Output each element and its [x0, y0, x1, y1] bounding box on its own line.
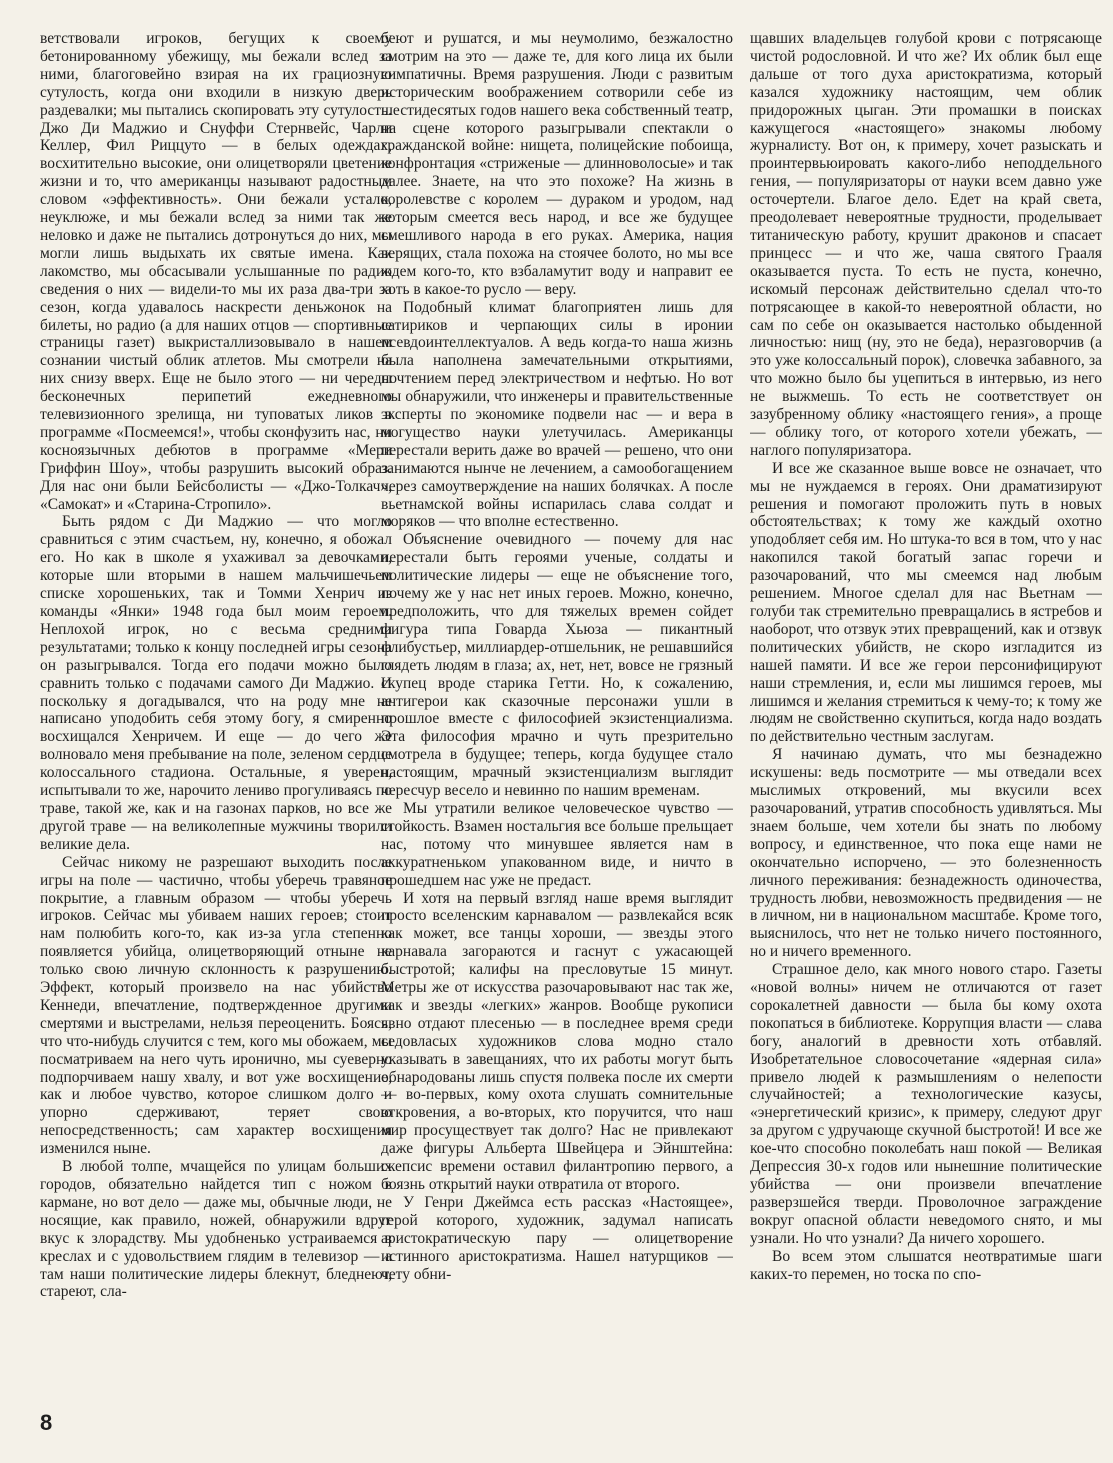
paragraph: щавших владельцев голубой крови с потрясающе чистой родословной. И что же? Их облик был еще дальше от того духа аристократизма, который казался художнику настоящим, чем облик придорожных цыган. Эти промашки в поисках кажущегося «настоящего» знакомы любому журналисту. Вот он, к примеру, хочет разыскать и проинтервьюировать какого-либо неподдельного гения, — популяризаторы от науки всем давно уже осточертели. Благое дело. Едет на край света, преодолевает невероятные трудности, проделывает титаническую работу, крушит драконов и спасает принцесс — и что же, чаша святого Грааля оказывается пуста. То есть не пуста, конечно, искомый персонаж действительно сделал что-то потрясающее в какой-то невероятной области, но сам по себе он оказывается настолько обыденной личностью: нищ (ну, это не беда), неразговорчив (а это уже колоссальный порок), словечка забавного, за что можно было бы уцепиться в интервью, из него не выжмешь. То есть не соответствует он зазубренному облику «настоящего гения», а проще — облику того, от которого хотели убежать, — наглого популяризатора.: [750, 30, 1102, 459]
paragraph: У Генри Джеймса есть рассказ «Настоящее», герой которого, художник, задумал написать аристократическую пару — олицетворение истинного аристократизма. Нашел натурщиков — чету обни-: [381, 1193, 733, 1283]
paragraph: Мы утратили великое человеческое чувство — стойкость. Взамен ностальгия все больше прельщает нас, потому что минувшее является нам в аккуратненьком упакованном виде, и ничто в прошедшем нас уже не предаст.: [381, 799, 733, 889]
paragraph: беют и рушатся, и мы неумолимо, безжалостно смотрим на это — даже те, для кого лица их были симпатичны. Время разрушения. Люди с развитым историческим воображением сотворили себе из шестидесятых годов нашего века собственный театр, на сцене которого разыгрывали спектакли о гражданской войне: нищета, полицейские побоища, конфронтация «стриженые — длинноволосые» и так далее. Знаете, на что это похоже? На жизнь в королевстве с королем — дураком и уродом, над которым смеется весь народ, и все же будущее смешливого народа в его руках. Америка, нация верящих, стала похожа на стоячее болото, но мы все ждем кого-то, кто взбаламутит воду и направит ее хоть в какое-то русло — веру.: [381, 30, 733, 298]
text-column-3: [750, 30, 1102, 1400]
text-column-2: [381, 30, 733, 1400]
text-column-1: [40, 30, 392, 1400]
paragraph: Страшное дело, как много нового старо. Газеты «новой волны» ничем не отличаются от газет сорокалетней давности — была бы кому охота покопаться в библиотеке. Коррупция власти — слава богу, аналогий в древности хоть отбавляй. Изобретательное словосочетание «ядерная сила» привело людей к размышлениям о нелепости случайностей; а технологические казусы, «энергетический кризис», к примеру, следуют друг за другом с удручающе скучной быстротой! И все же кое-что способно поколебать наш покой — Великая Депрессия 30-х годов или нынешние политические убийства — они произвели впечатление разверзшейся тверди. Проволочное заграждение вокруг опасной области неведомого снято, и мы узнали. Но что узнали? Да ничего хорошего.: [750, 961, 1102, 1247]
paragraph: Быть рядом с Ди Маджио — что могло сравниться с этим счастьем, ну, конечно, я обожал его. Но как в школе я ухаживал за девочками, которые шли вторыми в нашем мальчишечьем списке хорошеньких, так и Томми Хенрич из команды «Янки» 1948 года был моим героем. Неплохой игрок, но с весьма средними результатами; только к концу последней игры сезона он разыгрывался. Тогда его подачи можно было сравнить только с подачами самого Ди Маджио. И поскольку я догадывался, что на роду мне не написано уподобить себя этому богу, я смиренно восхищался Хенричем. И еще — до чего же волновало меня пребывание на поле, зеленом сердце колоссального стадиона. Остальные, я уверен, испытывали то же, нарочито лениво прогуливаясь по траве, такой же, как и на газонах парков, но все же другой траве — на великолепные мужчины творили великие дела.: [40, 513, 392, 853]
paragraph: ветствовали игроков, бегущих к своему бетонированному убежищу, мы бежали вслед за ними, благоговейно взирая на их грациозную сутулость, когда они входили в низкую дверь раздевалки; мы пытались скопировать эту сутулость. Джо Ди Маджио и Снуффи Стернвейс, Чарли Келлер, Фил Риццуто — в белых одеждах, восхитительно высокие, они олицетворяли цветение жизни и то, что американцы называют радостным словом «эффективность». Они бежали устало, неуклюже, и мы бежали вслед за ними так же неловко и даже не пытались дотронуться до них, мы могли лишь выдыхать их святые имена. Как лакомство, мы обсасывали услышанные по радио сведения о них — видели-то мы их раза два-три за сезон, когда удавалось наскрести деньжонок на билеты, но радио (а для наших отцов — спортивные страницы газет) выкристаллизовывало в нашем сознании чистый облик атлетов. Мы смотрели на них снизу вверх. Еще не было этого — ни череды бесконечных перипетий ежедневного телевизионного зрелища, ни туповатых ликов в программе «Посмеемся!», чтобы сконфузить нас, ни косноязычных дебютов в программе «Мери Гриффин Шоу», чтобы разрушить высокий образ. Для нас они были Бейсболисты — «Джо-Толкач», «Самокат» и «Старина-Стропило».: [40, 30, 392, 513]
paragraph: Подобный климат благоприятен лишь для сатириков и черпающих силы в иронии псевдоинтеллектуалов. А ведь когда-то наша жизнь была наполнена замечательными открытиями, почтением перед электричеством и нефтью. Но вот мы обнаружили, что инженеры и правительственные эксперты по экономике подвели нас — и вера в могущество науки улетучилась. Американцы перестали верить даже во врачей — решено, что они занимаются нынче не лечением, а самообогащением через самоутверждение на наших болячках. А после вьетнамской войны испарилась слава солдат и моряков — что вполне естественно.: [381, 298, 733, 531]
page-number: 8: [40, 1410, 53, 1435]
paragraph: Во всем этом слышатся неотвратимые шаги каких-то перемен, но тоска по спо-: [750, 1247, 1102, 1283]
paragraph: Сейчас никому не разрешают выходить после игры на поле — частично, чтобы уберечь травяное покрытие, а главным образом — чтобы уберечь игроков. Сейчас мы убиваем наших героев; стоит нам полюбить кого-то, как из-за угла степенно появляется убийца, олицетворяющий отныне не только свою личную склонность к разрушению. Эффект, который произвело на нас убийство Кеннеди, впечатление, подтвержденное другими смертями и выстрелами, нельзя переоценить. Боясь, что что-нибудь случится с тем, кого мы обожаем, мы посматриваем на него чуть иронично, мы суеверно подпорчиваем нашу хвалу, и вот уже восхищение, как и любое чувство, которое слишком долго и упорно сдерживают, теряет свою непосредственность; сам характер восхищения изменился ныне.: [40, 853, 392, 1158]
paragraph: Я начинаю думать, что мы безнадежно искушены: ведь посмотрите — мы отведали всех мыслимых откровений, мы вкусили всех разочарований, утратив способность удивляться. Мы знаем больше, чем хотели бы знать по любому вопросу, и единственное, что пока еще нами не окончательно испорчено, — это болезненность личного переживания: безнадежность одиночества, трудность любви, невозможность предвидения — не в личном, ни в национальном масштабе. Кроме того, выяснилось, что нет не только ничего постоянного, но и ничего временного.: [750, 746, 1102, 961]
paragraph: Объяснение очевидного — почему для нас перестали быть героями ученые, солдаты и политические лидеры — еще не объяснение того, почему же у нас нет иных героев. Можно, конечно, предположить, что для тяжелых времен сойдет фигура типа Говарда Хьюза — пикантный флибустьер, миллиардер-отшельник, не решавшийся глядеть людям в глаза; ах, нет, нет, вовсе не грязный скупец вроде старика Гетти. Но, к сожалению, антигерои как сказочные персонажи ушли в прошлое вместе с философией экзистенциализма. Эта философия мрачно и чуть презрительно смотрела в будущее; теперь, когда будущее стало настоящим, мрачный экзистенциализм выглядит чересчур весело и невинно по нашим временам.: [381, 531, 733, 800]
paragraph: И все же сказанное выше вовсе не означает, что мы не нуждаемся в героях. Они драматизируют решения и помогают проложить путь в новых обстоятельствах; к тому же каждый охотно уподобляет себя им. Но штука-то вся в том, что у нас накопился такой богатый запас горечи и разочарований, что мы смеемся над любым решением. Многое сделал для нас Вьетнам — голуби так стремительно превращались в ястребов и наоборот, что отзвук этих превращений, как и отзвук политических убийств, не скоро изгладится из нашей памяти. И все же герои персонифицируют наши стремления, и, если мы лишимся героев, мы лишимся и желания стремиться к чему-то; к тому же людям не свойственно скупиться, когда надо воздать по действительно честным заслугам.: [750, 459, 1102, 746]
paragraph: В любой толпе, мчащейся по улицам больших городов, обязательно найдется тип с ножом в кармане, но вот дело — даже мы, обычные люди, не носящие, как правило, ножей, обнаружили вдруг вкус к злорадству. Мы удобненько устраиваемся в креслах и с удовольствием глядим в телевизор — а там наши политические лидеры блекнут, бледнеют, стареют, сла-: [40, 1158, 392, 1301]
paragraph: И хотя на первый взгляд наше время выглядит просто вселенским карнавалом — развлекайся всяк как может, все танцы хороши, — звезды этого карнавала загораются и гаснут с ужасающей быстротой; калифы на пресловутые 15 минут. Метры же от искусства разочаровывают нас так же, как и звезды «легких» жанров. Вообще рукописи явно отдают плесенью — в последнее время среди седовласых художников слова модно стало указывать в завещаниях, что их работы могут быть обнародованы лишь спустя полвека после их смерти — во-первых, кому охота слушать сомнительные откровения, а во-вторых, кто поручится, что наш мир просуществует так долго? Нас не привлекают даже фигуры Альберта Швейцера и Эйнштейна: скепсис времени оставил филантропию первого, а боязнь открытий науки отвратила от второго.: [381, 889, 733, 1193]
